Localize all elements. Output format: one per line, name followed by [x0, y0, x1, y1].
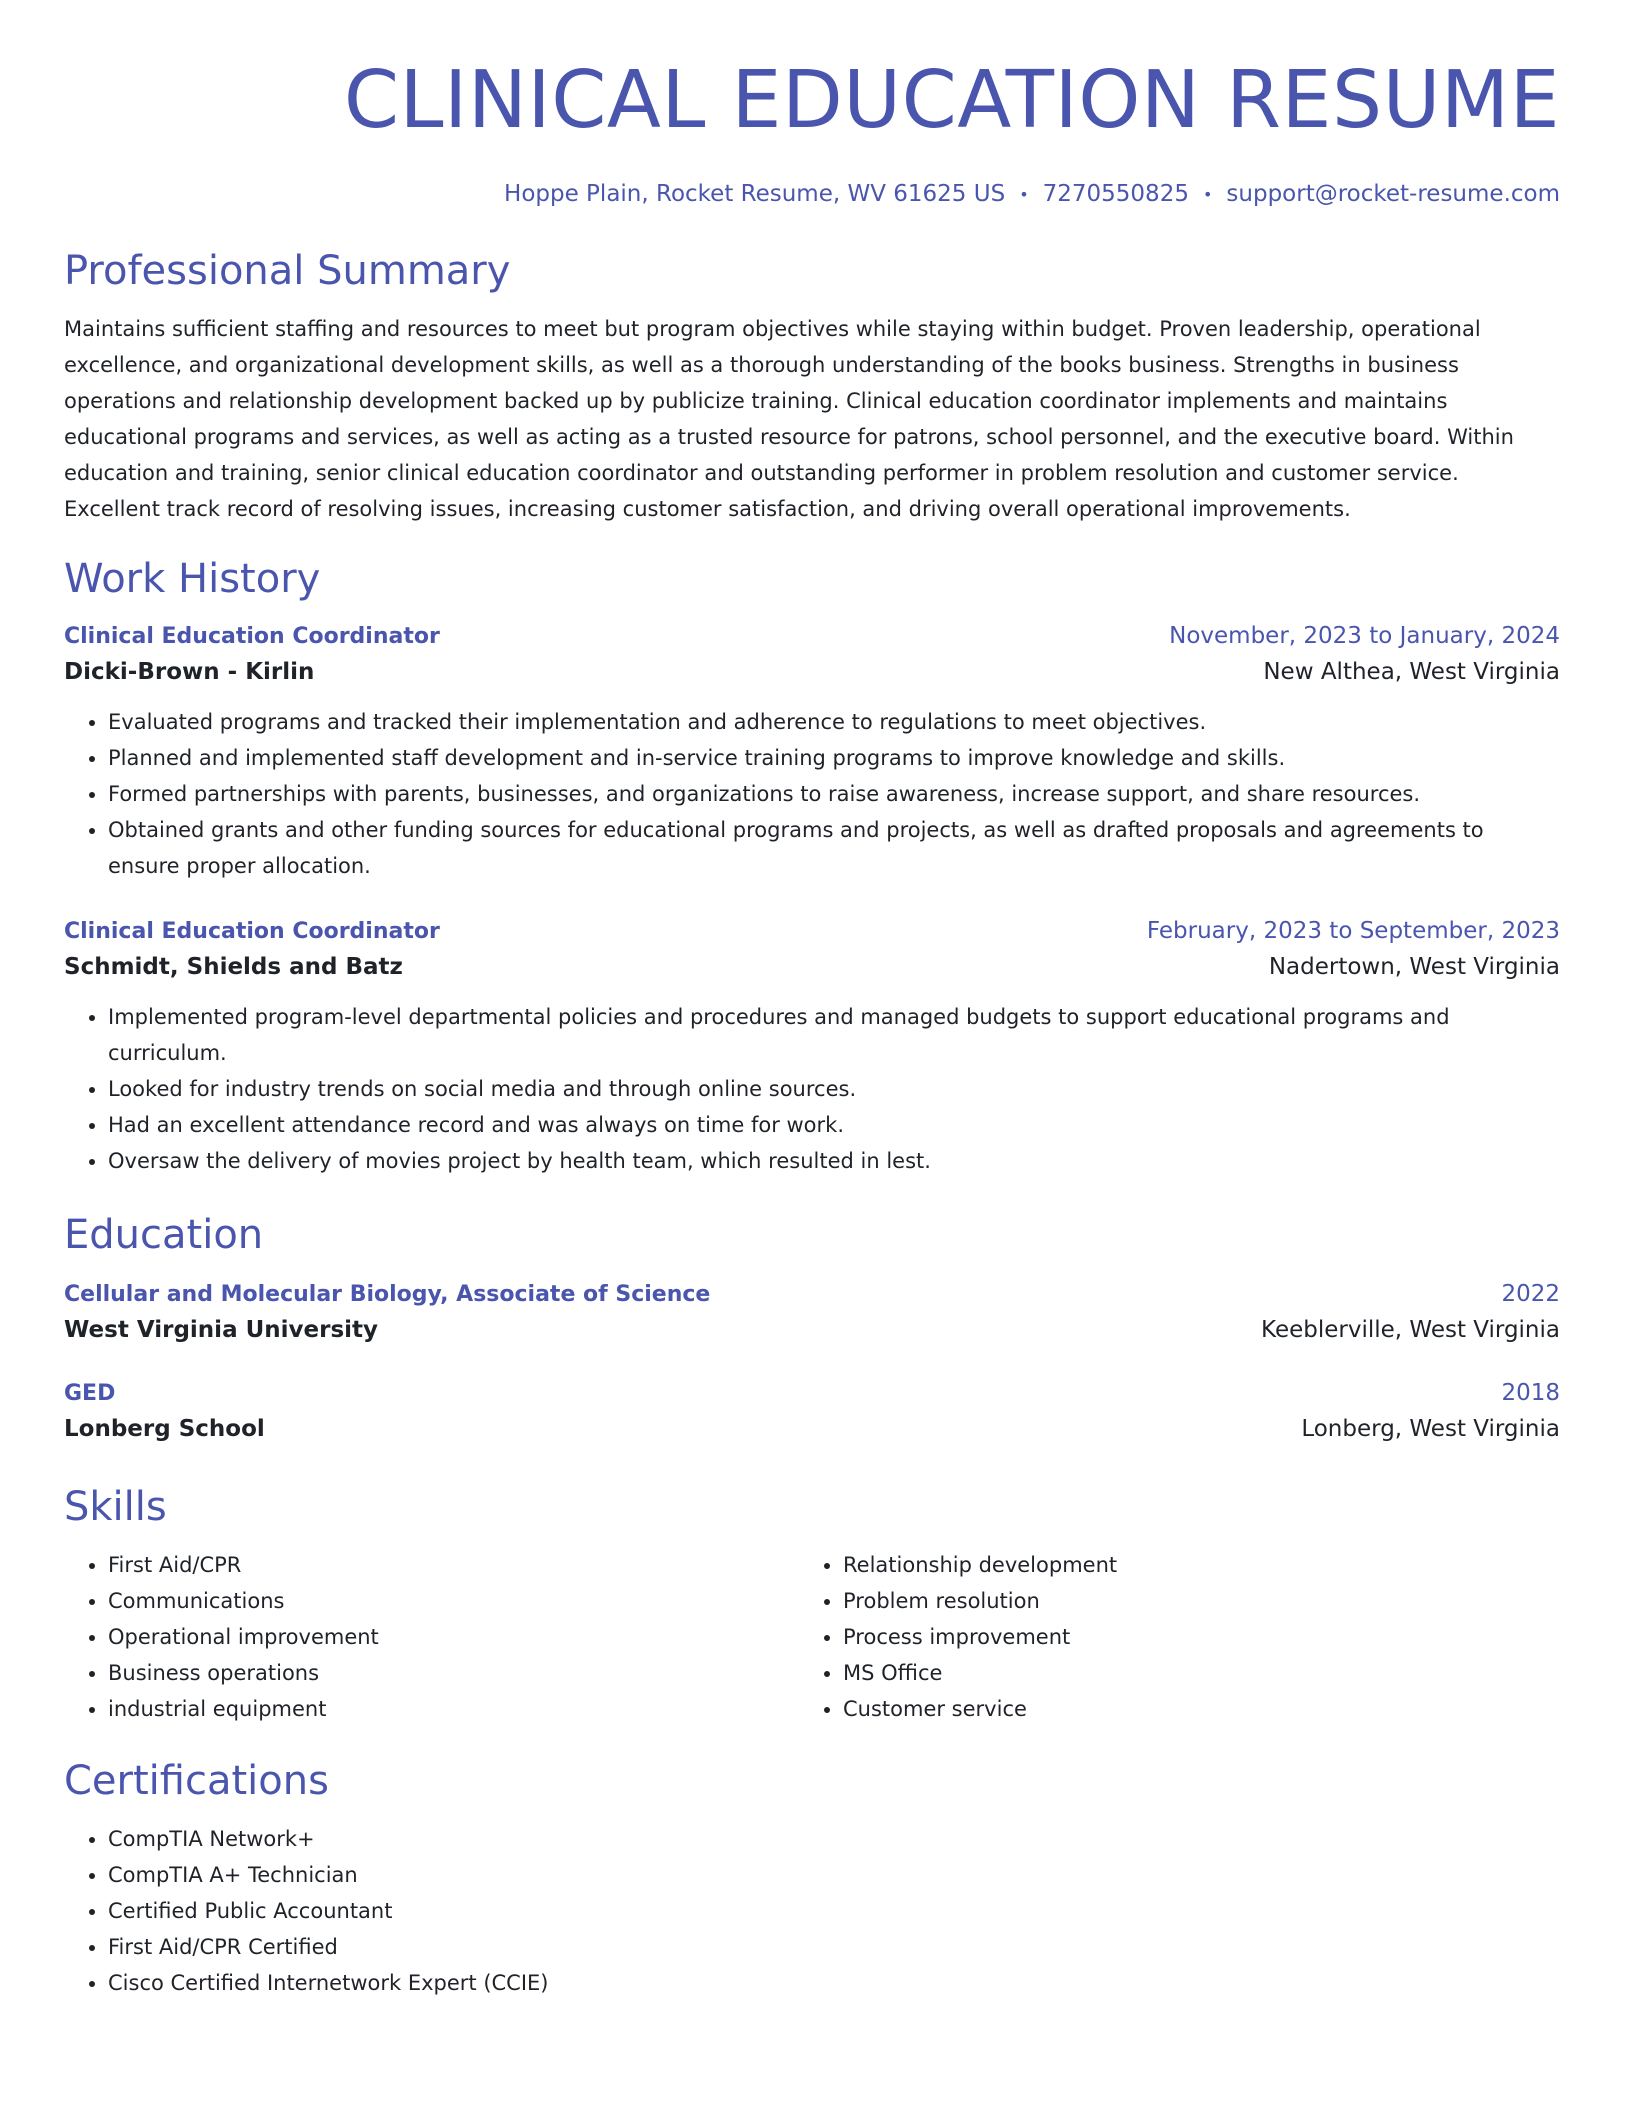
skill-item: • First Aid/CPR — [108, 1547, 799, 1583]
summary-heading: Professional Summary — [64, 247, 511, 294]
contact-email[interactable]: support@rocket-resume.com — [1226, 181, 1560, 207]
education-year: 2018 — [1501, 1379, 1560, 1406]
education-header-row — [64, 1376, 1560, 1411]
skill-item: • Relationship development — [843, 1547, 1534, 1583]
contact-line — [64, 178, 1560, 211]
education-school-row — [64, 1411, 1560, 1447]
job-company: Schmidt, Shields and Batz — [64, 953, 403, 980]
education-header-row — [64, 1277, 1560, 1312]
job-bullets — [64, 704, 1560, 884]
job-bullet: • Planned and implemented staff development and in-service training programs to improve knowledge and skills. — [108, 740, 1560, 776]
skills-list-right — [799, 1547, 1534, 1727]
skill-item: • Process improvement — [843, 1619, 1534, 1655]
job-company: Dicki-Brown - Kirlin — [64, 658, 315, 685]
job-bullet: • Formed partnerships with parents, businesses, and organizations to raise awareness, increase support, and share resources. — [108, 776, 1560, 812]
job-dates: February, 2023 to September, 2023 — [1146, 917, 1560, 944]
job-bullet: • Had an excellent attendance record and was always on time for work. — [108, 1107, 1560, 1143]
job-dates: November, 2023 to January, 2024 — [1169, 622, 1560, 649]
summary-text: Maintains sufficient staffing and resources to meet but program objectives while staying within budget. Proven leadership, operational excellence, and organizational development skills, as well as a thorough understanding of the books business. Strengths in business operations and relationship development backed up by publicize training. Clinical education coordinator implements and maintains educational programs and services, as well as acting as a trusted resource for patrons, school personnel, and the executive board. Within education and training, senior clinical education coordinator and outstanding performer in problem resolution and customer service. Excellent track record of resolving issues, increasing customer satisfaction, and driving overall operational improvements. — [64, 316, 1514, 521]
skills-heading: Skills — [64, 1483, 167, 1530]
education-year: 2022 — [1501, 1280, 1560, 1307]
job-title: Clinical Education Coordinator — [64, 918, 440, 944]
education-location: Keeblerville, West Virginia — [1261, 1316, 1560, 1343]
job-location: New Althea, West Virginia — [1263, 658, 1560, 685]
job-bullet: • Evaluated programs and tracked their implementation and adherence to regulations to meet objectives. — [108, 704, 1560, 740]
education-degree: GED — [64, 1380, 116, 1406]
education-school: Lonberg School — [64, 1415, 265, 1442]
education-entry — [64, 1376, 1560, 1447]
contact-phone[interactable]: 7270550825 — [1042, 181, 1189, 207]
job-bullet: • Implemented program-level departmental policies and procedures and managed budgets to support educational programs and curriculum. — [108, 999, 1560, 1071]
job-bullet: • Looked for industry trends on social media and through online sources. — [108, 1071, 1560, 1107]
certification-item: • CompTIA Network+ — [108, 1821, 1560, 1857]
skill-item: • Problem resolution — [843, 1583, 1534, 1619]
job-header-row — [64, 619, 1560, 654]
education-location: Lonberg, West Virginia — [1301, 1415, 1560, 1442]
contact-separator: • — [1019, 184, 1029, 204]
skills-grid — [64, 1547, 1560, 1727]
skill-item: • Customer service — [843, 1691, 1534, 1727]
certification-item: • Cisco Certified Internetwork Expert (CCIE) — [108, 1965, 1560, 2001]
job-entry — [64, 619, 1560, 884]
education-heading: Education — [64, 1211, 264, 1258]
job-location: Nadertown, West Virginia — [1268, 953, 1560, 980]
education-school-row — [64, 1312, 1560, 1348]
education-degree: Cellular and Molecular Biology, Associate of Science — [64, 1281, 711, 1307]
job-entry — [64, 914, 1560, 1179]
certification-item: • Certified Public Accountant — [108, 1893, 1560, 1929]
certification-item: • First Aid/CPR Certified — [108, 1929, 1560, 1965]
certifications-list — [64, 1821, 1560, 2001]
job-company-row — [64, 949, 1560, 985]
job-bullet: • Obtained grants and other funding sources for educational programs and projects, as well as drafted proposals and agreements to ensure proper allocation. — [108, 812, 1560, 884]
job-bullets — [64, 999, 1560, 1179]
contact-separator: • — [1202, 184, 1213, 204]
certifications-heading: Certifications — [64, 1757, 329, 1804]
job-company-row — [64, 654, 1560, 690]
skill-item: • MS Office — [843, 1655, 1534, 1691]
work-history-heading: Work History — [64, 555, 321, 602]
skill-item: • Business operations — [108, 1655, 799, 1691]
skill-item: • Operational improvement — [108, 1619, 799, 1655]
skill-item: • industrial equipment — [108, 1691, 799, 1727]
job-bullet: • Oversaw the delivery of movies project by health team, which resulted in lest. — [108, 1143, 1560, 1179]
skill-item: • Communications — [108, 1583, 799, 1619]
certification-item: • CompTIA A+ Technician — [108, 1857, 1560, 1893]
education-school: West Virginia University — [64, 1316, 379, 1343]
job-title: Clinical Education Coordinator — [64, 623, 440, 649]
resume-title: CLINICAL EDUCATION RESUME — [343, 54, 1560, 146]
skills-list-left — [64, 1547, 799, 1727]
contact-address: Hoppe Plain, Rocket Resume, WV 61625 US — [504, 181, 1006, 207]
job-header-row — [64, 914, 1560, 949]
education-entry — [64, 1277, 1560, 1348]
